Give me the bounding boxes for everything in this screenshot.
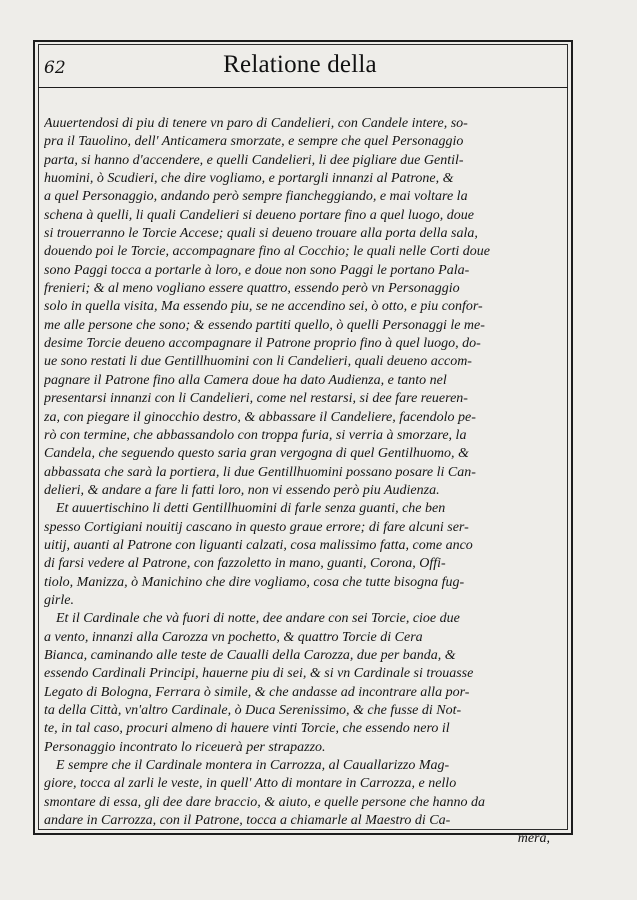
text-line: a vento, innanzi alla Carozza vn pochetto, & quattro Torcie di Cera bbox=[44, 629, 423, 645]
text-line: Et auuertischino li detti Gentillhuomini di farle senza guanti, che ben bbox=[56, 501, 446, 517]
text-line: desime Torcie deueno accompagnare il Patrone proprio fino à quel luogo, do- bbox=[44, 336, 481, 352]
body-text bbox=[44, 115, 556, 849]
text-line: ue sono restati li due Gentillhuomini con li Candelieri, quali deueno accom- bbox=[44, 354, 472, 370]
text-line: te, in tal caso, procuri almeno di hauere vinti Torcie, che essendo nero il bbox=[44, 721, 450, 737]
text-line: Legato di Bologna, Ferrara ò simile, & che andasse ad incontrare alla por- bbox=[44, 684, 470, 700]
text-line: Auuertendosi di piu di tenere vn paro di Candelieri, con Candele intere, so- bbox=[44, 116, 468, 131]
text-line: tiolo, Manizza, ò Manichino che dire vogliamo, cosa che tutte bisogna fug- bbox=[44, 574, 465, 590]
text-line: uitij, auanti al Patrone con liguanti calzati, cosa malissimo fatta, come anco bbox=[44, 537, 473, 553]
text-line: spesso Cortigiani nouitij cascano in questo graue errore; di fare alcuni ser- bbox=[44, 519, 469, 535]
paragraph bbox=[44, 610, 556, 757]
text-line: essendo Cardinali Principi, hauerne piu di sei, & si vn Cardinale si trouasse bbox=[44, 666, 474, 682]
header-rule bbox=[38, 87, 568, 88]
text-line: solo in quella visita, Ma essendo piu, se ne accendino sei, ò otto, e piu confor- bbox=[44, 299, 483, 315]
text-line: pagnare il Patrone fino alla Camera doue ha dato Audienza, e tanto nel bbox=[44, 372, 447, 388]
text-line: Bianca, caminando alle teste de Caualli della Carozza, due per banda, & bbox=[44, 647, 456, 663]
text-line: parta, si hanno d'accendere, e quelli Candelieri, li dee pigliare due Gentil- bbox=[44, 152, 464, 168]
paragraph bbox=[44, 500, 556, 610]
text-line: pra il Tauolino, dell' Anticamera smorzate, e sempre che quel Personaggio bbox=[44, 134, 464, 150]
catchword: mera, bbox=[517, 831, 550, 847]
text-line: Personaggio incontrato lo riceuerà per strapazzo. bbox=[44, 739, 326, 755]
text-line: ta della Città, vn'altro Cardinale, ò Duca Serenissimo, & che fusse di Not- bbox=[44, 703, 462, 718]
text-line: za, con piegare il ginocchio destro, & abbassare il Candeliere, facendolo pe- bbox=[44, 409, 476, 425]
text-line: girle. bbox=[44, 592, 74, 608]
text-line: E sempre che il Cardinale montera in Carrozza, al Cauallarizzo Mag- bbox=[56, 758, 450, 774]
text-line: di farsi vedere al Patrone, con fazzoletto in mano, guanti, Corona, Offi- bbox=[44, 556, 446, 572]
text-line: si trouerranno le Torcie Accese; quali si deueno trouare alla porta della sala, bbox=[44, 226, 478, 242]
paragraph bbox=[44, 757, 556, 830]
text-line: giore, tocca al zarli le veste, in quell' Atto di montare in Carrozza, e nello bbox=[44, 776, 457, 792]
page-number: 62 bbox=[44, 58, 66, 78]
text-line: sono Paggi tocca a portarle à loro, e doue non sono Paggi le portano Pala- bbox=[44, 262, 470, 278]
text-line: me alle persone che sono; & essendo partiti quello, ò quelli Personaggi le me- bbox=[44, 317, 485, 333]
text-line: schena à quelli, li quali Candelieri si deueno portare fino a quel luogo, doue bbox=[44, 207, 474, 223]
text-line: presentarsi innanzi con li Candelieri, come nel restarsi, si dee fare reueren- bbox=[44, 391, 468, 407]
text-line: rò con termine, che abbassandolo con troppa furia, si verria à smorzare, la bbox=[44, 427, 467, 443]
text-line: Candela, che seguendo questo saria gran vergogna di quel Gentilhuomo, & bbox=[44, 446, 469, 462]
running-head: Relatione della bbox=[223, 51, 377, 78]
text-line: abbassata che sarà la portiera, li due Gentillhuomini possano posare li Can- bbox=[44, 464, 476, 480]
text-line: douendo poi le Torcie, accompagnare fino al Cocchio; le quali nelle Corti doue bbox=[44, 244, 490, 260]
text-line: a quel Personaggio, andando però sempre fiancheggiando, e mai voltare la bbox=[44, 189, 468, 205]
text-line: Et il Cardinale che và fuori di notte, dee andare con sei Torcie, cioe due bbox=[56, 611, 460, 627]
text-line: delieri, & andare a fare li fatti loro, non vi essendo però piu Audienza. bbox=[44, 482, 440, 498]
paragraph bbox=[44, 115, 556, 500]
text-line: andare in Carrozza, con il Patrone, tocca a chiamarle al Maestro di Ca- bbox=[44, 813, 451, 829]
text-line: huomini, ò Scudieri, che dire vogliamo, e portargli innanzi al Patrone, & bbox=[44, 171, 454, 187]
text-line: frenieri; & al meno vogliano essere quattro, essendo però vn Personaggio bbox=[44, 281, 460, 297]
text-line: smontare di essa, gli dee dare braccio, & aiuto, e quelle persone che hanno da bbox=[44, 794, 486, 810]
